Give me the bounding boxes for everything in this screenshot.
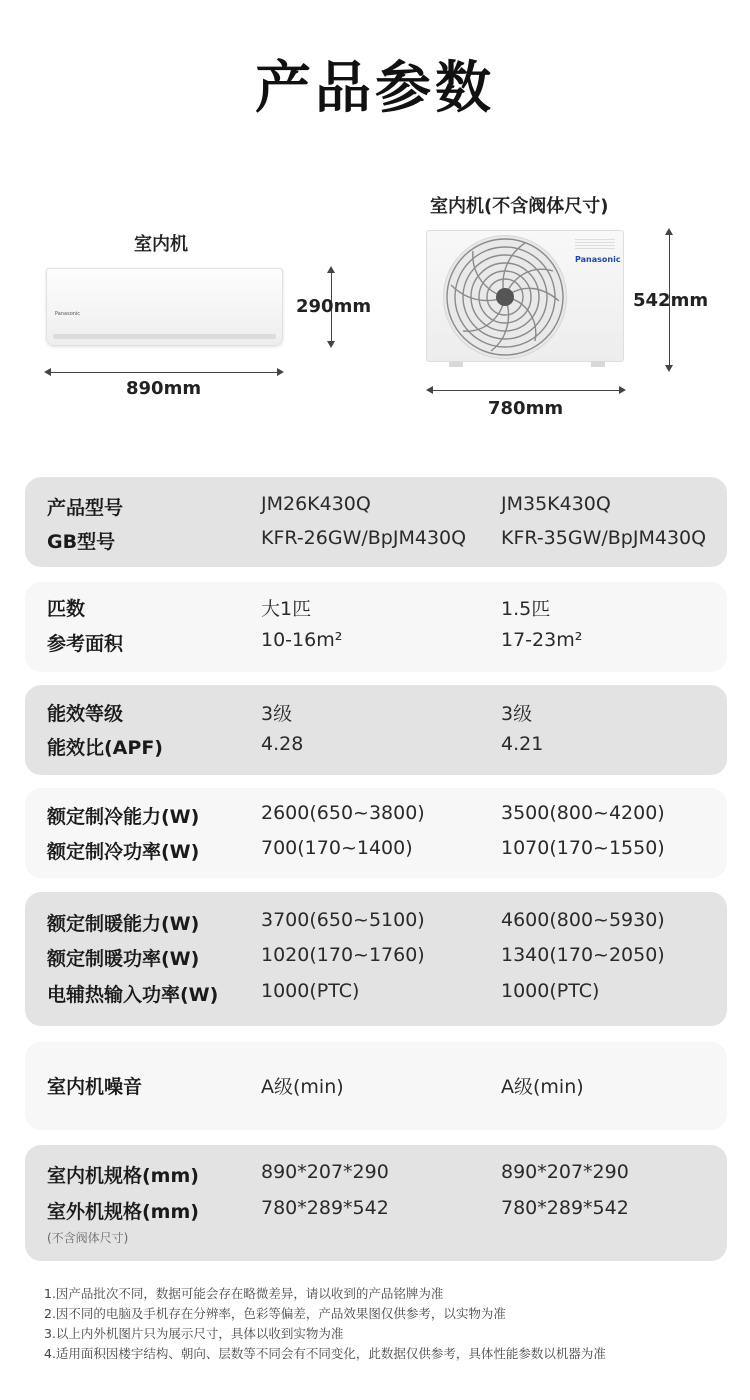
footnote: 3.以上内外机图片只为展示尺寸，具体以收到实物为准 (44, 1326, 344, 1341)
spec-panel-dimensions (25, 1145, 727, 1261)
spec-panel-capacity (25, 582, 727, 672)
outdoor-width-line (432, 390, 620, 391)
spec-label: 能效等级 (47, 703, 124, 725)
spec-value-26: A级(min) (261, 1076, 344, 1098)
spec-value-35: 4.21 (501, 733, 544, 755)
outdoor-width-dim: 780mm (488, 398, 564, 419)
indoor-unit-image (46, 268, 283, 346)
spec-value-35: 17-23m² (501, 629, 583, 651)
spec-row (25, 493, 727, 523)
spec-value-35: A级(min) (501, 1076, 584, 1098)
footnotes (44, 1284, 606, 1364)
indoor-brand-text: Panasonic (55, 311, 81, 317)
spec-panel-model (25, 477, 727, 567)
spec-label: 匹数 (47, 598, 86, 620)
spec-row (25, 837, 727, 867)
footnote: 4.适用面积因楼宇结构、朝向、层数等不同会有不同变化，此数据仅供参考，具体性能参数以机器为准 (44, 1346, 606, 1361)
spec-row (25, 699, 727, 729)
spec-value-35: 3500(800~4200) (501, 802, 665, 824)
arrow-right-icon (619, 386, 626, 394)
spec-label: 额定制冷功率(W) (47, 841, 200, 863)
valve-note: (不含阀体尺寸) (47, 1231, 129, 1245)
spec-row (25, 1197, 727, 1227)
spec-label: 额定制冷能力(W) (47, 806, 200, 828)
spec-value-35: 1000(PTC) (501, 980, 600, 1002)
spec-label: 产品型号 (47, 497, 124, 519)
outdoor-grille (575, 239, 615, 251)
indoor-width-dim: 890mm (126, 378, 202, 399)
arrow-left-icon (426, 386, 433, 394)
indoor-width-line (50, 372, 278, 373)
spec-value-35: 4600(800~5930) (501, 909, 665, 931)
footnote: 1.因产品批次不同，数据可能会存在略微差异，请以收到的产品铭牌为准 (44, 1286, 444, 1301)
spec-row (25, 733, 727, 763)
arrow-up-icon (665, 228, 673, 235)
spec-value-26: 3700(650~5100) (261, 909, 425, 931)
spec-row (25, 980, 727, 1010)
spec-value-26: 1020(170~1760) (261, 944, 425, 966)
spec-row (25, 802, 727, 832)
spec-value-26: 2600(650~3800) (261, 802, 425, 824)
outdoor-foot (449, 361, 463, 367)
spec-value-35: 1070(170~1550) (501, 837, 665, 859)
spec-panel-noise (25, 1042, 727, 1130)
spec-panel-heating (25, 892, 727, 1026)
spec-value-26: 700(170~1400) (261, 837, 413, 859)
spec-value-26: 780*289*542 (261, 1197, 389, 1219)
arrow-up-icon (327, 266, 335, 273)
spec-row (25, 944, 727, 974)
spec-label: 电辅热输入功率(W) (47, 984, 219, 1006)
spec-panel-cooling (25, 788, 727, 878)
indoor-vent (53, 334, 276, 339)
spec-value-26: 大1匹 (261, 598, 312, 620)
spec-value-35: 890*207*290 (501, 1161, 629, 1183)
indoor-unit-label: 室内机 (134, 234, 188, 255)
page-title: 产品参数 (255, 56, 495, 121)
spec-value-26: 1000(PTC) (261, 980, 360, 1002)
spec-label: 参考面积 (47, 633, 124, 655)
spec-label: GB型号 (47, 531, 116, 553)
spec-label: 室内机噪音 (47, 1076, 143, 1098)
spec-value-35: JM35K430Q (501, 493, 611, 515)
spec-row (25, 1072, 727, 1102)
arrow-down-icon (665, 365, 673, 372)
spec-row (25, 1161, 727, 1191)
spec-label: 额定制暖功率(W) (47, 948, 200, 970)
indoor-height-dim: 290mm (296, 296, 372, 317)
spec-row (25, 909, 727, 939)
spec-row (25, 594, 727, 624)
spec-value-35: 3级 (501, 703, 533, 725)
fan-grille-icon (443, 235, 567, 359)
footnote: 2.因不同的电脑及手机存在分辨率，色彩等偏差，产品效果图仅供参考，以实物为准 (44, 1306, 506, 1321)
arrow-left-icon (44, 368, 51, 376)
spec-value-26: 4.28 (261, 733, 304, 755)
arrow-down-icon (327, 341, 335, 348)
spec-value-35: 1340(170~2050) (501, 944, 665, 966)
outdoor-unit-label: 室内机(不含阀体尺寸) (430, 196, 609, 217)
spec-value-26: JM26K430Q (261, 493, 371, 515)
spec-label: 室内机规格(mm) (47, 1165, 199, 1187)
outdoor-height-dim: 542mm (633, 290, 709, 311)
spec-value-35: KFR-35GW/BpJM430Q (501, 527, 707, 549)
spec-panel-efficiency (25, 685, 727, 775)
spec-label: 能效比(APF) (47, 737, 163, 759)
outdoor-brand-text: Panasonic (575, 255, 621, 264)
spec-value-26: 3级 (261, 703, 293, 725)
spec-label: 室外机规格(mm) (47, 1201, 199, 1223)
spec-value-26: 890*207*290 (261, 1161, 389, 1183)
spec-value-35: 780*289*542 (501, 1197, 629, 1219)
spec-row (25, 629, 727, 659)
spec-row (25, 527, 727, 557)
outdoor-foot (591, 361, 605, 367)
spec-value-26: KFR-26GW/BpJM430Q (261, 527, 467, 549)
outdoor-unit-image (426, 230, 624, 362)
spec-value-26: 10-16m² (261, 629, 343, 651)
spec-label: 额定制暖能力(W) (47, 913, 200, 935)
arrow-right-icon (277, 368, 284, 376)
spec-value-35: 1.5匹 (501, 598, 551, 620)
